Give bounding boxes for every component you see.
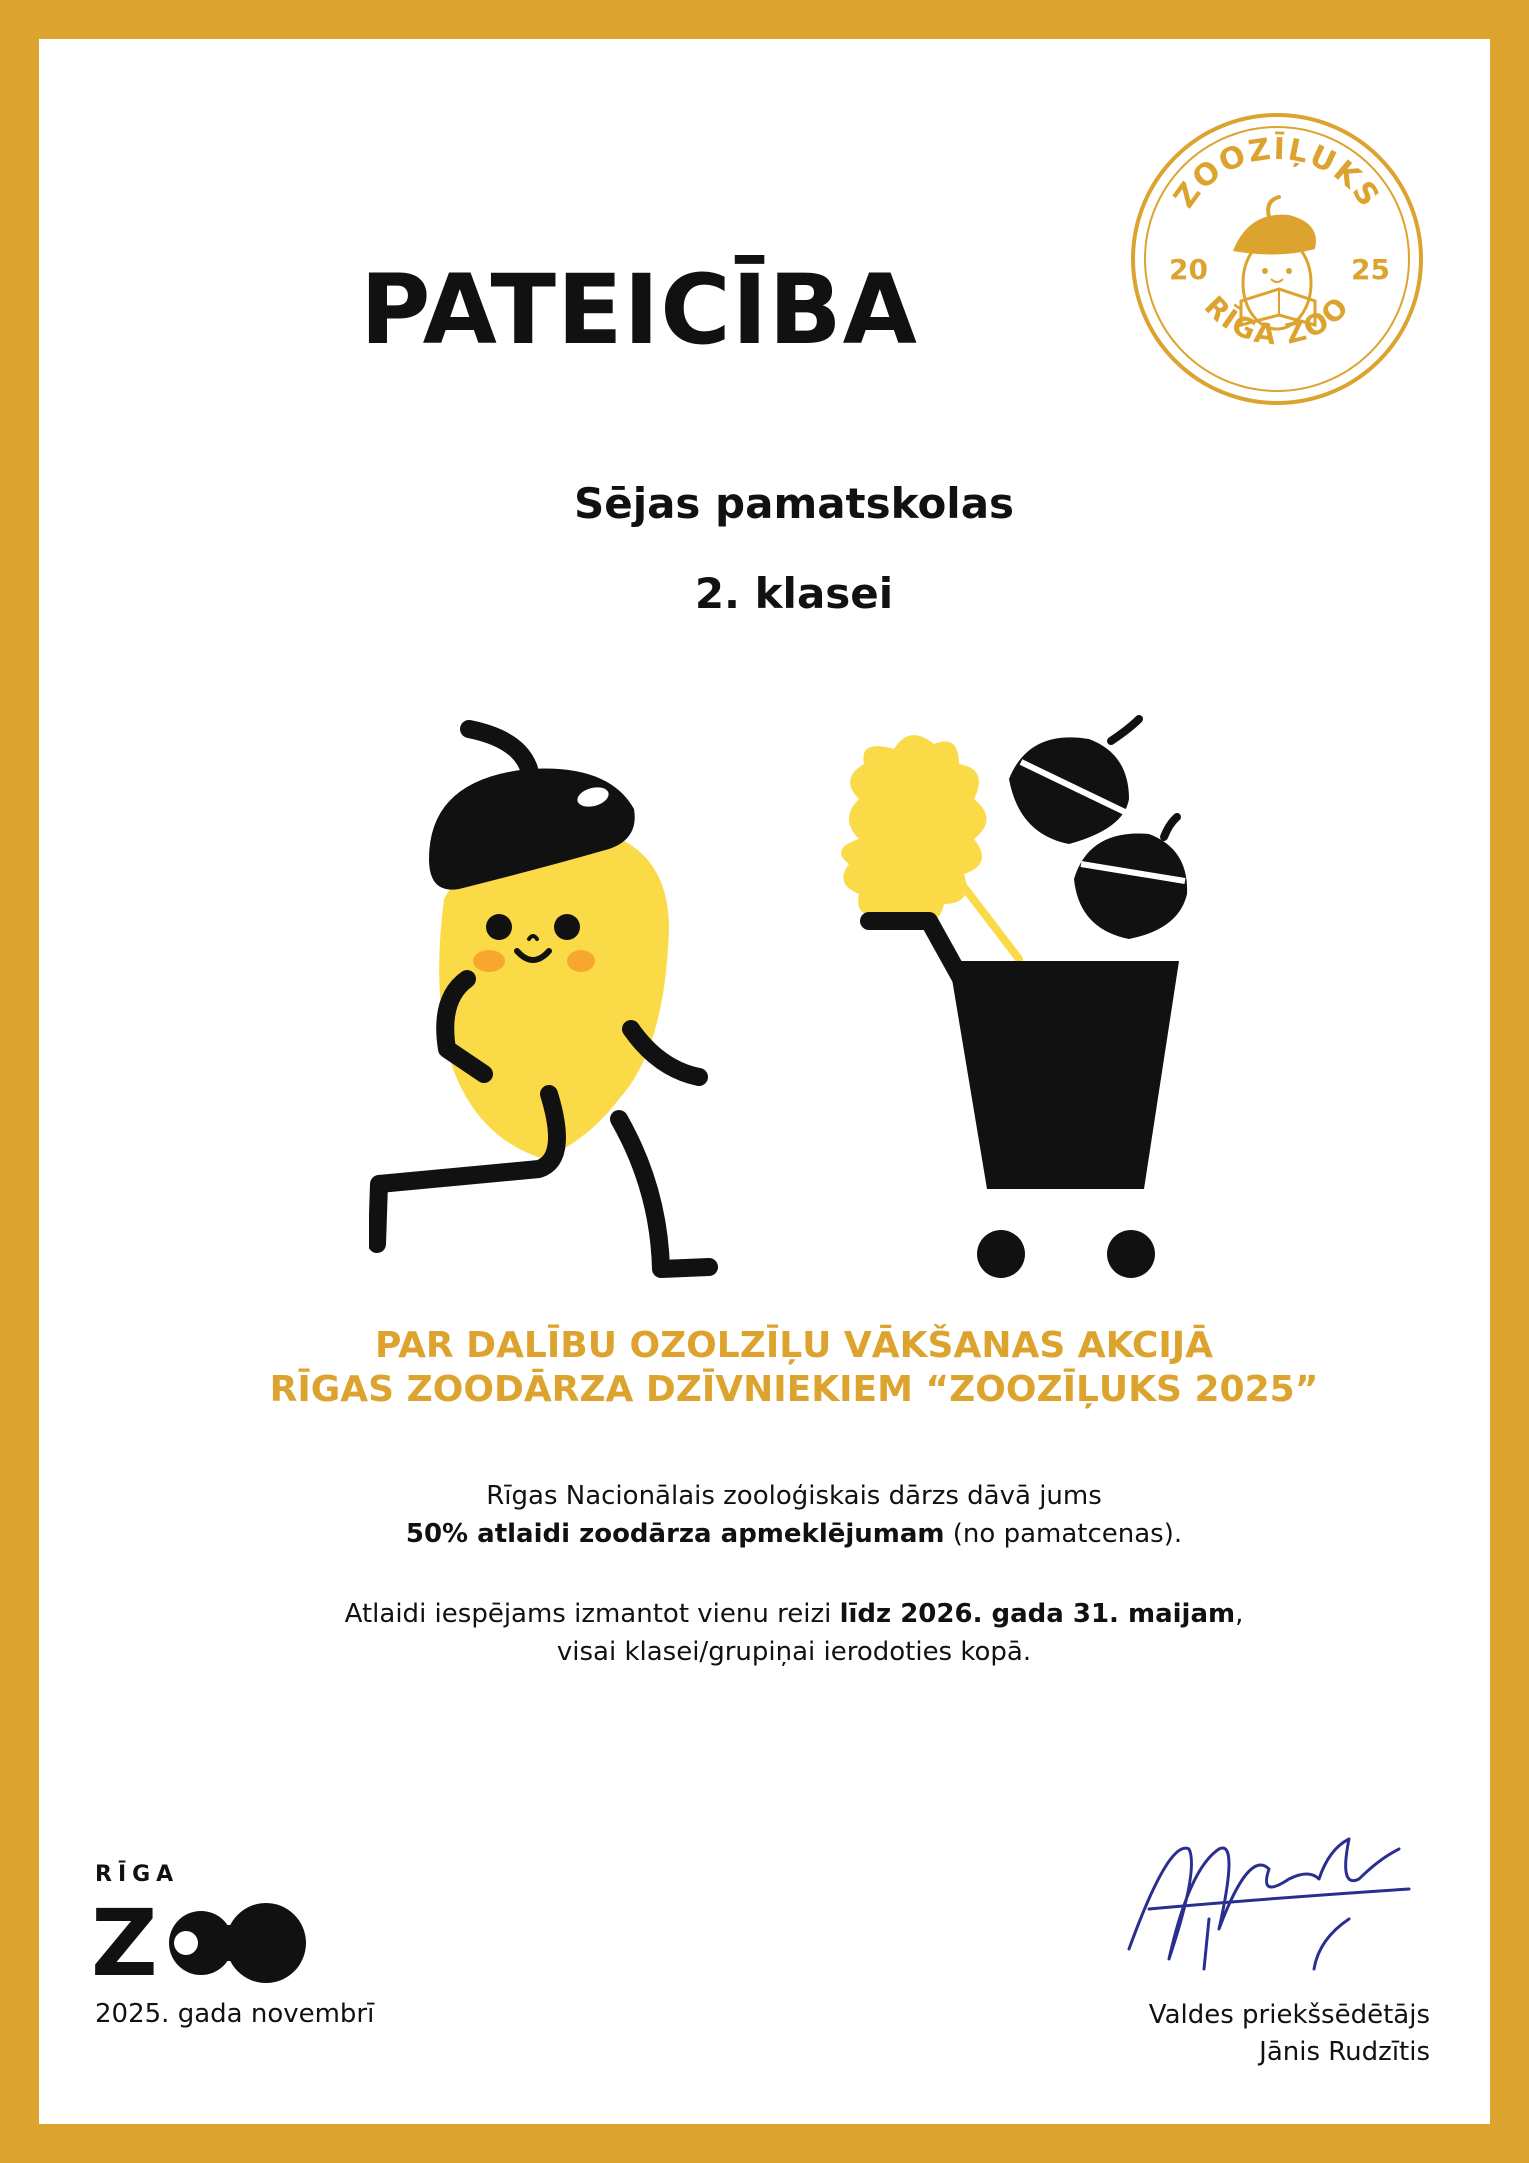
riga-zoo-logo — [91, 1895, 311, 1987]
recipient-class: 2. klasei — [694, 569, 894, 618]
seal-bottom-text: RĪGA ZOO — [1197, 289, 1357, 352]
acorn-mascot-illustration — [369, 669, 1189, 1299]
issue-date: 2025. gada novembrī — [95, 1999, 375, 2029]
validity-comma: , — [1235, 1599, 1244, 1629]
discount-note: (no pamatcenas). — [944, 1519, 1183, 1549]
seal-top-text: ZOOZĪĻUKS — [1167, 131, 1387, 215]
seal-year-right: 25 — [1351, 253, 1390, 286]
handwritten-signature — [1109, 1809, 1419, 1999]
signer-title: Valdes priekšsēdētājs — [1148, 2000, 1430, 2030]
acorn-top-icon — [1009, 719, 1139, 844]
headline-line-2: RĪGAS ZOODĀRZA DZĪVNIEKIEM “ZOOZĪĻUKS 2025” — [269, 1369, 1319, 1410]
certificate-page — [39, 39, 1490, 2124]
riga-zoo-logo-top: RĪGA — [95, 1862, 180, 1887]
discount-paragraph — [39, 1477, 1490, 1553]
seal-year-left: 20 — [1169, 253, 1208, 286]
signer-name: Jānis Rudzītis — [1259, 2037, 1430, 2067]
discount-line-1: Rīgas Nacionālais zooloģiskais dārzs dāvā jums — [486, 1481, 1102, 1511]
discount-line-2 — [39, 1515, 1490, 1553]
certificate-title: PATEICĪBA — [360, 254, 918, 366]
validity-deadline: līdz 2026. gada 31. maijam — [839, 1599, 1236, 1629]
shopping-cart-icon — [869, 921, 1179, 1278]
validity-line-2: visai klasei/grupiņai ierodoties kopā. — [556, 1637, 1032, 1667]
recipient-school: Sējas pamatskolas — [573, 479, 1015, 528]
validity-text: Atlaidi iespējams izmantot vienu reizi — [344, 1599, 840, 1629]
seal-acorn-icon — [1233, 197, 1316, 329]
validity-line-1 — [39, 1595, 1490, 1633]
headline-line-1: PAR DALĪBU OZOLZĪĻU VĀKŠANAS AKCIJĀ — [374, 1325, 1213, 1366]
campaign-headline — [39, 1324, 1490, 1412]
validity-paragraph — [39, 1595, 1490, 1671]
discount-amount: 50% atlaidi zoodārza apmeklējumam — [405, 1519, 945, 1549]
acorn-mascot-icon — [377, 729, 709, 1269]
signer-block — [1149, 1997, 1430, 2071]
svg-text:Z: Z — [91, 1895, 158, 1987]
